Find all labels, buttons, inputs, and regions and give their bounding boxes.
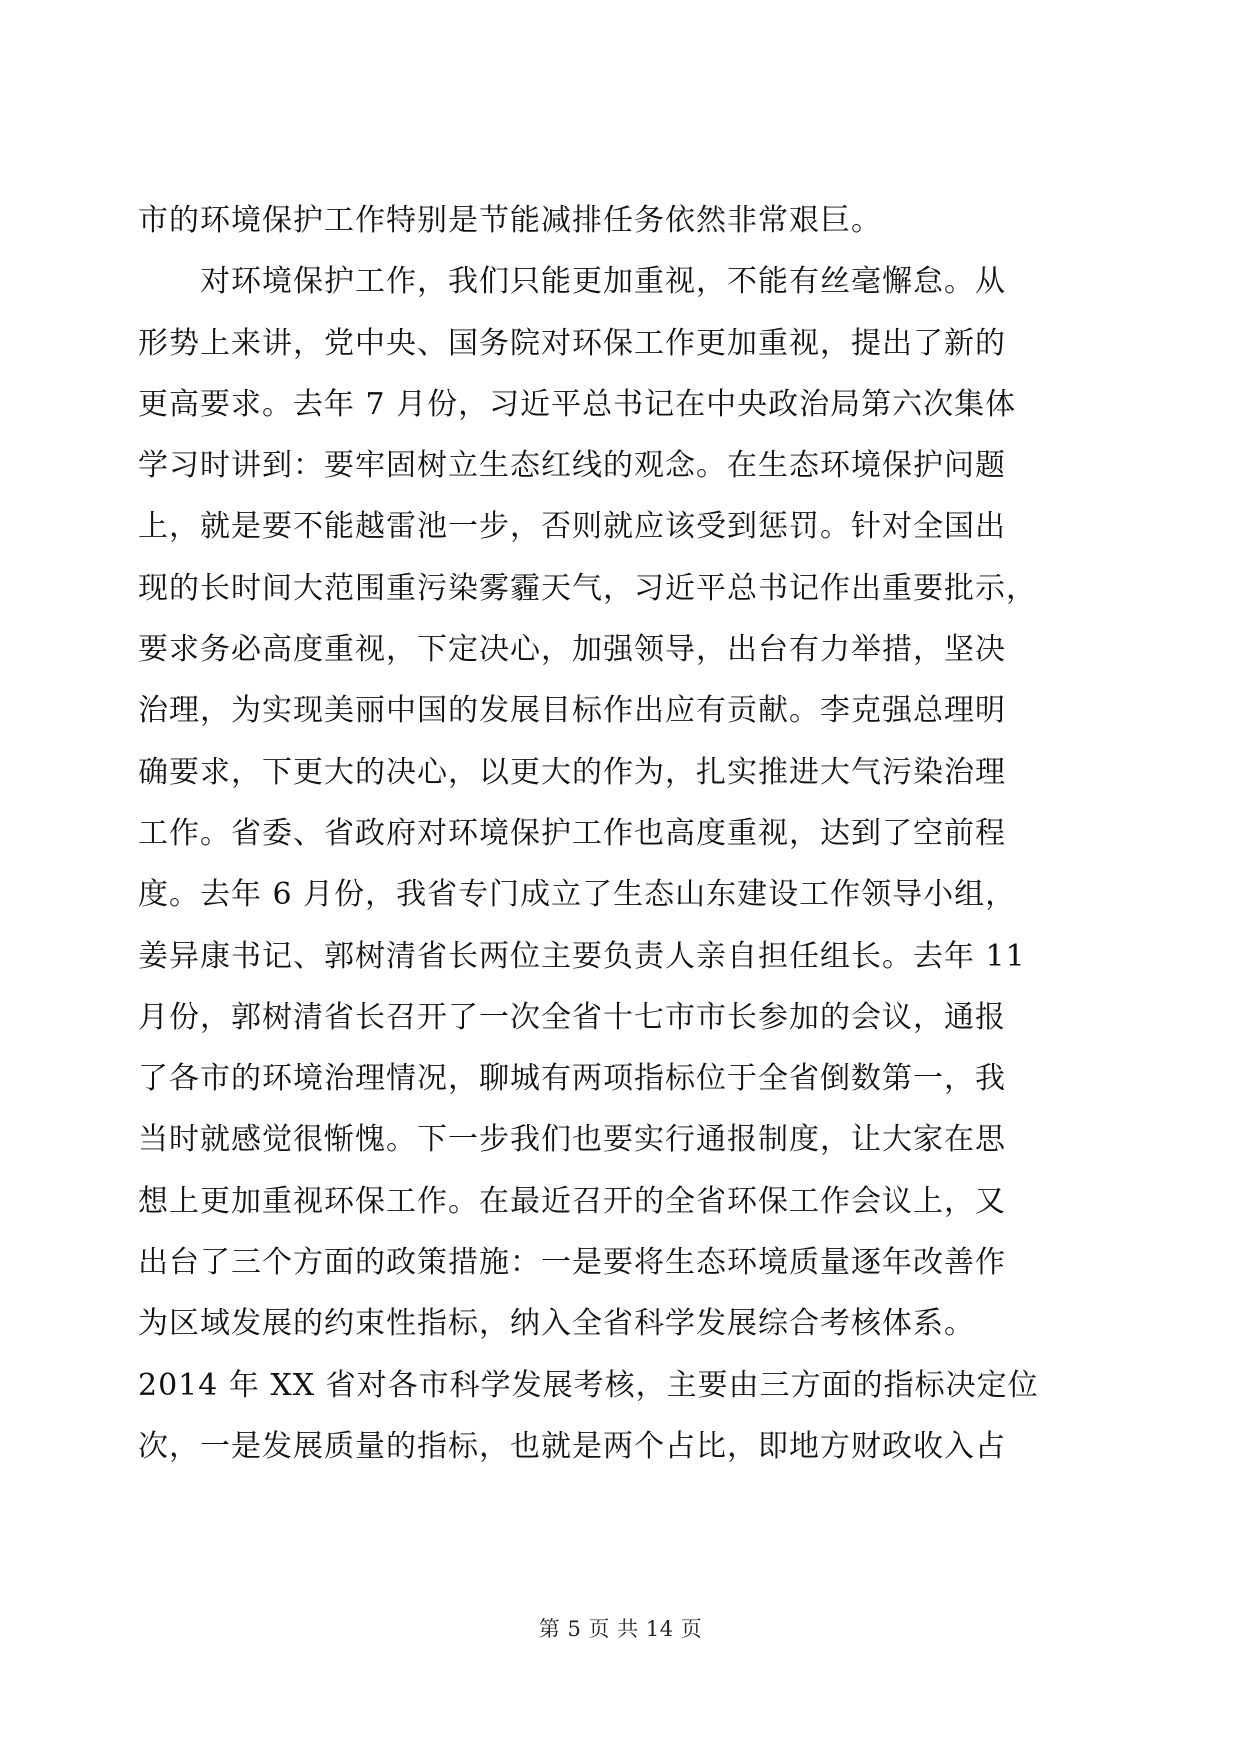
text-line: 次，一是发展质量的指标，也就是两个占比，即地方财政收入占 — [138, 1428, 1006, 1464]
text-line: 出台了三个方面的政策措施：一是要将生态环境质量逐年改善作 — [138, 1245, 1006, 1281]
text-line: 2014 年 XX 省对各市科学发展考核，主要由三方面的指标决定位 — [138, 1367, 1039, 1403]
text-line: 姜异康书记、郭树清省长两位主要负责人亲自担任组长。去年 11 — [138, 938, 1026, 974]
text-line: 上，就是要不能越雷池一步，否则就应该受到惩罚。针对全国出 — [138, 509, 1006, 545]
text-line: 要求务必高度重视，下定决心，加强领导，出台有力举措，坚决 — [138, 632, 1006, 668]
text-line: 工作。省委、省政府对环境保护工作也高度重视，达到了空前程 — [138, 815, 1006, 851]
text-line: 当时就感觉很惭愧。下一步我们也要实行通报制度，让大家在思 — [138, 1122, 1006, 1158]
page-number-footer: 第 5 页 共 14 页 — [538, 1617, 703, 1641]
text-line: 月份，郭树清省长召开了一次全省十七市市长参加的会议，通报 — [138, 999, 1006, 1035]
text-line: 形势上来讲，党中央、国务院对环保工作更加重视，提出了新的 — [138, 325, 1006, 361]
text-line: 为区域发展的约束性指标，纳入全省科学发展综合考核体系。 — [138, 1306, 975, 1342]
text-line: 现的长时间大范围重污染雾霾天气，习近平总书记作出重要批示， — [138, 570, 1037, 606]
text-line: 对环境保护工作，我们只能更加重视，不能有丝毫懈怠。从 — [200, 264, 1006, 300]
text-line: 学习时讲到：要牢固树立生态红线的观念。在生态环境保护问题 — [138, 448, 1006, 484]
text-line: 市的环境保护工作特别是节能减排任务依然非常艰巨。 — [138, 203, 882, 238]
text-line: 确要求，下更大的决心，以更大的作为，扎实推进大气污染治理 — [138, 754, 1006, 790]
text-line: 度。去年 6 月份，我省专门成立了生态山东建设工作领导小组， — [138, 877, 1017, 913]
text-line: 治理，为实现美丽中国的发展目标作出应有贡献。李克强总理明 — [138, 693, 1006, 729]
text-line: 想上更加重视环保工作。在最近召开的全省环保工作会议上，又 — [138, 1183, 1006, 1219]
body-text — [138, 190, 1108, 1477]
text-line: 更高要求。去年 7 月份，习近平总书记在中央政治局第六次集体 — [138, 386, 1017, 422]
text-line: 了各市的环境治理情况，聊城有两项指标位于全省倒数第一，我 — [138, 1061, 1006, 1097]
